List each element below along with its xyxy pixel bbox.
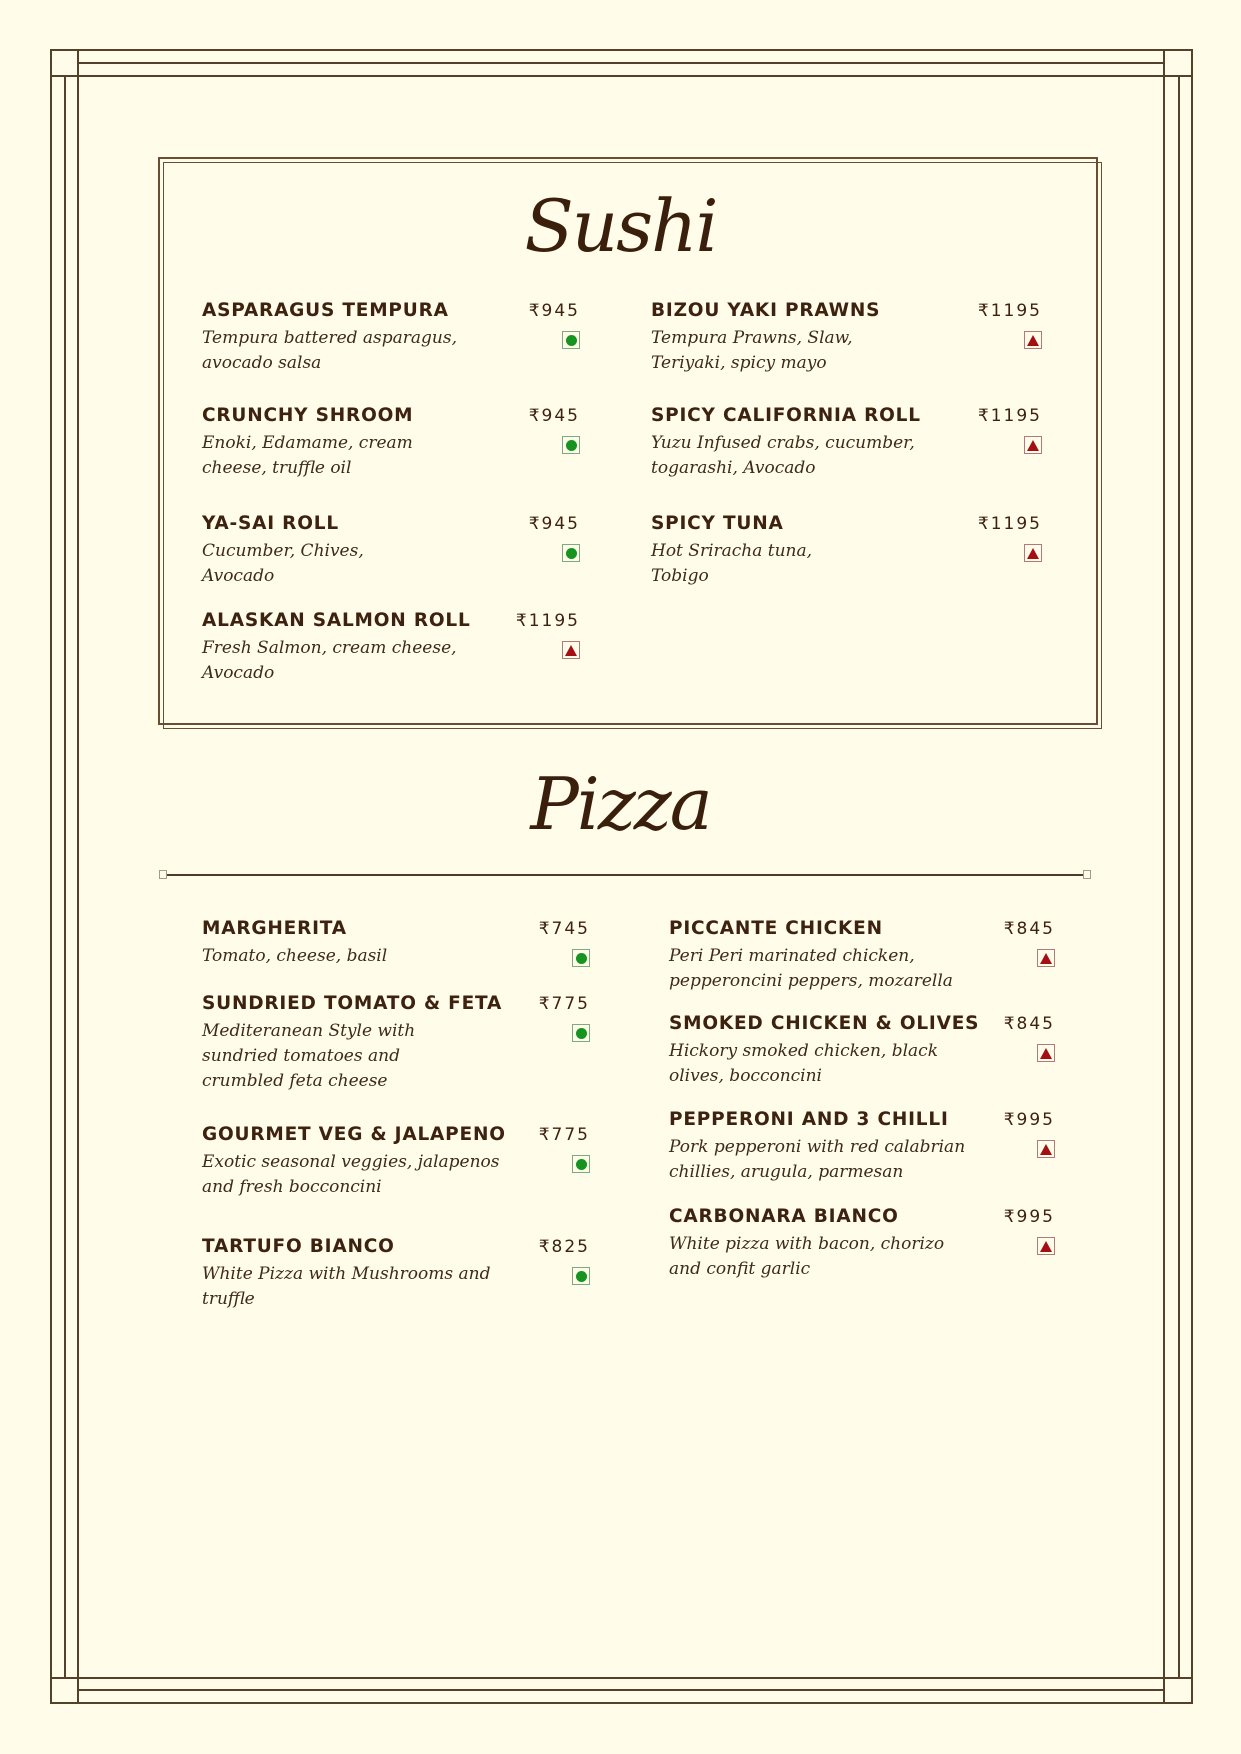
item-name: CARBONARA BIANCO	[669, 1206, 899, 1227]
item-description: Peri Peri marinated chicken, pepperoncini peppers, mozarella	[669, 946, 953, 991]
item-name: ASPARAGUS TEMPURA	[202, 300, 449, 321]
item-description: Fresh Salmon, cream cheese, Avocado	[202, 638, 457, 683]
item-price: ₹1195	[977, 301, 1042, 321]
veg-icon	[572, 1024, 590, 1042]
item-price: ₹995	[1003, 1207, 1055, 1227]
veg-icon	[562, 436, 580, 454]
item-description: Mediteranean Style with sundried tomatoes and crumbled feta cheese	[202, 1021, 416, 1091]
menu-item	[651, 513, 1042, 589]
item-name: SUNDRIED TOMATO & FETA	[202, 993, 503, 1014]
item-description: Hot Sriracha tuna, Tobigo	[651, 541, 813, 586]
veg-icon	[572, 949, 590, 967]
item-name: GOURMET VEG & JALAPENO	[202, 1124, 506, 1145]
menu-item	[202, 610, 580, 686]
item-name: BIZOU YAKI PRAWNS	[651, 300, 881, 321]
frame-line	[1178, 49, 1180, 1704]
item-name: TARTUFO BIANCO	[202, 1236, 395, 1257]
item-price: ₹745	[538, 919, 590, 939]
item-description: Enoki, Edamame, cream cheese, truffle oil	[202, 433, 413, 478]
divider-end	[1083, 870, 1091, 879]
item-description: Tempura battered asparagus, avocado salsa	[202, 328, 458, 373]
item-name: PICCANTE CHICKEN	[669, 918, 883, 939]
item-name: SMOKED CHICKEN & OLIVES	[669, 1013, 980, 1034]
item-description: Pork pepperoni with red calabrian chillies, arugula, parmesan	[669, 1137, 966, 1182]
item-price: ₹775	[538, 994, 590, 1014]
item-name: YA-SAI ROLL	[202, 513, 339, 534]
item-name: SPICY CALIFORNIA ROLL	[651, 405, 921, 426]
veg-icon	[572, 1267, 590, 1285]
item-price: ₹945	[528, 301, 580, 321]
non-veg-icon	[1024, 436, 1042, 454]
frame-line	[64, 49, 66, 1704]
frame-line	[50, 1689, 1193, 1691]
frame-line	[50, 62, 1193, 64]
item-name: MARGHERITA	[202, 918, 347, 939]
non-veg-icon	[1037, 1237, 1055, 1255]
pizza-section-title: Pizza	[530, 762, 711, 846]
menu-item	[651, 300, 1042, 376]
item-name: SPICY TUNA	[651, 513, 784, 534]
item-price: ₹945	[528, 406, 580, 426]
menu-item	[669, 918, 1055, 994]
menu-item	[202, 918, 590, 969]
menu-item	[202, 513, 580, 589]
item-price: ₹945	[528, 514, 580, 534]
item-name: CRUNCHY SHROOM	[202, 405, 414, 426]
menu-item	[202, 993, 590, 1094]
item-price: ₹1195	[515, 611, 580, 631]
frame-corner	[50, 49, 79, 77]
non-veg-icon	[1024, 331, 1042, 349]
item-name: ALASKAN SALMON ROLL	[202, 610, 471, 631]
item-price: ₹1195	[977, 406, 1042, 426]
menu-item	[202, 300, 580, 376]
frame-corner	[1163, 1677, 1193, 1704]
item-price: ₹995	[1003, 1110, 1055, 1130]
item-price: ₹1195	[977, 514, 1042, 534]
sushi-section-title: Sushi	[524, 184, 717, 268]
non-veg-icon	[562, 641, 580, 659]
frame-corner	[50, 1677, 79, 1704]
item-price: ₹845	[1003, 919, 1055, 939]
item-description: Tomato, cheese, basil	[202, 946, 388, 966]
item-description: Yuzu Infused crabs, cucumber, togarashi, Avocado	[651, 433, 915, 478]
item-price: ₹845	[1003, 1014, 1055, 1034]
veg-icon	[562, 544, 580, 562]
item-description: White pizza with bacon, chorizo and confit garlic	[669, 1234, 945, 1279]
frame-line	[50, 1677, 1193, 1679]
item-price: ₹775	[538, 1125, 590, 1145]
frame-corner	[1163, 49, 1193, 77]
frame-line	[50, 1702, 1193, 1704]
frame-line	[77, 49, 79, 1704]
item-price: ₹825	[538, 1237, 590, 1257]
item-description: Tempura Prawns, Slaw, Teriyaki, spicy mayo	[651, 328, 853, 373]
frame-line	[50, 49, 1193, 51]
item-description: Cucumber, Chives, Avocado	[202, 541, 364, 586]
frame-line	[50, 49, 52, 1704]
item-name: PEPPERONI AND 3 CHILLI	[669, 1109, 949, 1130]
menu-item	[669, 1013, 1055, 1089]
frame-line	[1163, 49, 1165, 1704]
menu-item	[202, 1236, 590, 1312]
veg-icon	[572, 1155, 590, 1173]
menu-item	[669, 1109, 1055, 1185]
item-description: Exotic seasonal veggies, jalapenos and fresh bocconcini	[202, 1152, 500, 1197]
non-veg-icon	[1037, 949, 1055, 967]
item-description: White Pizza with Mushrooms and truffle	[202, 1264, 491, 1309]
frame-line	[1191, 49, 1193, 1704]
item-description: Hickory smoked chicken, black olives, bocconcini	[669, 1041, 939, 1086]
non-veg-icon	[1037, 1044, 1055, 1062]
menu-item	[651, 405, 1042, 481]
menu-item	[202, 1124, 590, 1200]
frame-line	[50, 75, 1193, 77]
section-divider	[164, 874, 1086, 876]
divider-end	[159, 870, 167, 879]
menu-item	[202, 405, 580, 481]
veg-icon	[562, 331, 580, 349]
non-veg-icon	[1037, 1140, 1055, 1158]
non-veg-icon	[1024, 544, 1042, 562]
menu-item	[669, 1206, 1055, 1282]
